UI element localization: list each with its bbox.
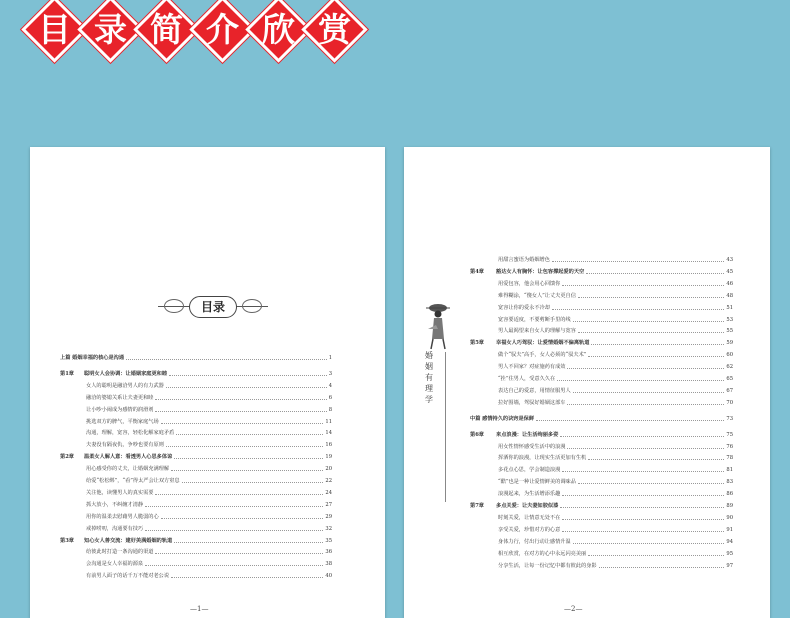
banner-tile	[252, 3, 305, 56]
page-ref: 91	[726, 526, 733, 533]
page-ref: 67	[726, 387, 733, 394]
leader-dots	[562, 519, 724, 520]
leader-dots	[169, 375, 327, 376]
leader-dots	[573, 543, 724, 544]
entry-title: 时刻关爱，让情意无处不在	[498, 514, 561, 521]
entry-title: 用心感受你的丈夫，让婚姻充满理解	[86, 466, 170, 473]
page-ref: 35	[325, 537, 332, 544]
toc-entry-row	[470, 386, 733, 397]
entry-title: 多花点心思，学会制造浪漫	[498, 467, 561, 474]
entry-title: 用爱包容，他会用心回馈你	[498, 280, 561, 287]
entry-title: 身体力行，付出行动让感情升温	[498, 538, 571, 545]
page-ref: 14	[325, 430, 332, 437]
toc-entry-row	[470, 465, 733, 476]
chapter-number: 第2章	[60, 454, 74, 461]
toc-entry-row	[60, 524, 332, 535]
leader-dots	[145, 565, 323, 566]
toc-chapter-row	[60, 452, 332, 463]
toc-entry-row	[470, 453, 733, 464]
leader-dots	[562, 495, 724, 496]
toc-page-2	[404, 147, 770, 618]
entry-title: 中篇 感情持久的诀窍是保鲜	[470, 415, 535, 422]
leader-dots	[155, 553, 323, 554]
page-ref: 43	[726, 257, 733, 263]
entry-title: “酷”也是一种让爱情鲜美的调味品	[498, 479, 576, 486]
toc-entry-row	[470, 513, 733, 524]
toc-chapter-row	[470, 267, 733, 278]
leader-dots	[161, 423, 323, 424]
toc-entry-row	[60, 547, 332, 558]
banner-char: 赏	[318, 10, 351, 49]
leader-dots	[166, 387, 327, 388]
toc-entry-row	[470, 326, 733, 337]
page-ref: 53	[726, 316, 733, 323]
entry-title: 挑选双方的脾气，平衡家庭气场	[86, 418, 159, 425]
leader-dots	[174, 458, 323, 459]
banner-char: 简	[150, 10, 183, 49]
vertical-book-title: 婚姻有理学	[425, 351, 433, 404]
banner-char: 录	[94, 10, 127, 49]
leader-dots	[562, 531, 724, 532]
leader-dots	[567, 404, 724, 405]
page-number: —1—	[190, 605, 209, 613]
page-ref: 62	[726, 364, 733, 371]
toc-title: 目录	[200, 300, 225, 314]
page-ref: 3	[328, 370, 332, 377]
page-ref: 40	[325, 573, 332, 580]
banner-char: 欣	[262, 10, 295, 49]
page-ref: 19	[325, 454, 332, 461]
leader-dots	[161, 518, 323, 519]
page-ref: 89	[726, 503, 733, 509]
chapter-number: 第6章	[470, 431, 484, 438]
entry-title: 戒掉唠叨，沟通要有技巧	[86, 525, 144, 532]
page-ref: 45	[726, 268, 733, 275]
toc-entry-row	[470, 561, 733, 572]
page-ref: 78	[726, 455, 733, 462]
toc-entry-row	[60, 512, 332, 523]
page-ref: 6	[328, 394, 332, 401]
leader-dots	[562, 285, 724, 286]
page-ref: 94	[726, 538, 733, 545]
page-ref: 95	[726, 550, 733, 557]
toc-entry-row	[60, 428, 332, 439]
page-ref: 27	[325, 501, 332, 508]
leader-dots	[560, 507, 724, 508]
leader-dots	[557, 380, 724, 381]
entry-title: 相互欣赏，在对方的心中永远闪亮美丽	[498, 550, 587, 557]
toc-entry-row	[470, 315, 733, 326]
leader-dots	[578, 483, 724, 484]
banner-tile	[84, 3, 137, 56]
toc-entry-row	[470, 398, 733, 409]
leader-dots	[155, 399, 327, 400]
leader-dots	[573, 392, 724, 393]
page-ref: 8	[328, 406, 332, 413]
toc-chapter-row	[470, 501, 733, 512]
page-ref: 75	[726, 431, 733, 438]
toc-entry-row	[60, 417, 332, 428]
entry-title: “拴”住男人，受意久久在	[498, 376, 556, 382]
entry-title: 宽容要适度，不要剪断手里的线	[498, 316, 571, 323]
leader-dots	[126, 359, 327, 360]
entry-title: 温柔女人解人意：看透男人心思多体谅	[84, 454, 173, 461]
banner-tile	[308, 3, 361, 56]
entry-title: 沟通，理解，宽容，轻松化解家庭矛盾	[86, 430, 175, 437]
ornament-right	[242, 299, 262, 313]
page-ref: 65	[726, 376, 733, 382]
leader-dots	[171, 577, 323, 578]
page-ref: 11	[325, 418, 332, 425]
page-ref: 81	[726, 467, 733, 474]
leader-dots	[588, 555, 724, 556]
toc-entry-row	[470, 255, 733, 266]
leader-dots	[145, 530, 323, 531]
toc-entry-row	[60, 488, 332, 499]
entry-title: 用你的温柔去慰藉男人脆弱的心	[86, 513, 159, 520]
entry-title: 给爱“松松绑”，“看”得太严会让双方窒息	[86, 478, 180, 484]
toc-entry-row	[60, 559, 332, 570]
leader-dots	[174, 542, 323, 543]
toc-entry-row	[470, 279, 733, 290]
toc-part-row	[60, 353, 332, 364]
entry-title: 聪明女人会协调：让婚姻家庭更和睦	[84, 370, 168, 377]
page-ref: 76	[726, 443, 733, 450]
toc-entry-row	[470, 525, 733, 536]
chapter-number: 第4章	[470, 268, 484, 275]
page-ref: 55	[726, 328, 733, 335]
toc-entry-row	[60, 571, 332, 582]
toc-entry-row	[470, 374, 733, 385]
entry-title: 给彼此时打造一条沟通的渠道	[86, 549, 154, 556]
leader-dots	[578, 297, 724, 298]
entry-title: 用甜言蜜语为婚姻增色	[498, 257, 550, 263]
leader-dots	[182, 482, 323, 483]
banner-tile	[28, 3, 81, 56]
entry-title: 用女性情怀感受生活中的浪漫	[498, 443, 566, 450]
leader-dots	[166, 446, 323, 447]
entry-title: 男人不回家？对症施药有成效	[498, 364, 566, 371]
page-ref: 86	[726, 491, 733, 498]
entry-title: 让小吵小闹成为感情的润滑剂	[86, 406, 154, 413]
toc-entry-row	[470, 350, 733, 361]
leader-dots	[145, 506, 323, 507]
entry-title: 豁达女人有胸怀：让包容撑起爱的天空	[496, 268, 585, 275]
leader-dots	[567, 448, 724, 449]
page-number: —2—	[564, 605, 583, 613]
toc-entry-row	[60, 381, 332, 392]
page-ref: 59	[726, 340, 733, 347]
entry-title: 分享生活，让每一份记忆中都有彼此的身影	[498, 562, 597, 569]
toc-chapter-row	[60, 369, 332, 380]
entry-title: 拉好围墙，驾驭好婚姻这部车	[498, 399, 566, 406]
toc-entry-row	[470, 303, 733, 314]
entry-title: 知心女人善交流：建好美满婚姻的轨道	[84, 537, 173, 544]
toc-chapter-row	[60, 536, 332, 547]
toc-chapter-row	[470, 430, 733, 441]
entry-title: 女人的聪明是融洽男人的有力武器	[86, 382, 164, 389]
leader-dots	[599, 567, 724, 568]
page-ref: 1	[328, 355, 332, 361]
toc-page-1	[30, 147, 385, 618]
page-ref: 48	[726, 292, 733, 299]
reading-woman-illustration-icon	[416, 299, 452, 351]
entry-title: 享受关爱，珍惜对方的心意	[498, 526, 561, 533]
page-ref: 60	[726, 352, 733, 359]
toc-entry-row	[60, 405, 332, 416]
toc-entry-row	[470, 362, 733, 373]
vertical-rule	[445, 352, 446, 502]
toc-entry-row	[470, 442, 733, 453]
page-ref: 22	[325, 478, 332, 484]
page-ref: 24	[325, 489, 332, 496]
banner-char: 目	[38, 10, 71, 49]
entry-title: 浪漫起来，为生活增添乐趣	[498, 491, 561, 498]
toc-part-row	[470, 414, 733, 425]
toc-entry-row	[60, 393, 332, 404]
leader-dots	[588, 356, 724, 357]
leader-dots	[176, 434, 323, 435]
toc-entry-row	[60, 500, 332, 511]
entry-title: 抓大放小，不纠缠才清静	[86, 501, 144, 508]
leader-dots	[591, 344, 724, 345]
entry-title: 有前男人面子的话千万不能对老公说	[86, 573, 170, 580]
toc-entry-row	[470, 537, 733, 548]
leader-dots	[573, 321, 724, 322]
page-ref: 36	[325, 549, 332, 556]
toc-entry-row	[470, 489, 733, 500]
chapter-number: 第3章	[60, 537, 74, 544]
page-ref: 29	[325, 513, 332, 520]
banner-title	[28, 3, 364, 56]
toc-chapter-row	[470, 338, 733, 349]
toc-entry-row	[60, 476, 332, 487]
entry-title: 融洽的婆媳关系让夫妻更和睦	[86, 394, 154, 401]
page-ref: 70	[726, 399, 733, 406]
page-ref: 38	[325, 561, 332, 568]
leader-dots	[552, 309, 724, 310]
leader-dots	[560, 436, 724, 437]
ornament-left	[164, 299, 184, 313]
page-ref: 16	[325, 442, 332, 449]
toc-entry-row	[60, 464, 332, 475]
toc-entry-row	[470, 549, 733, 560]
leader-dots	[155, 411, 327, 412]
leader-dots	[171, 470, 323, 471]
entry-title: 做个“驭夫”高手，女人必须的“驭夫术”	[498, 352, 587, 359]
chapter-number: 第5章	[470, 340, 484, 347]
leader-dots	[562, 471, 724, 472]
entry-title: 表达自己的爱意，用情征服男人	[498, 387, 571, 394]
page-ref: 4	[328, 382, 332, 389]
banner-char: 介	[206, 10, 239, 49]
entry-title: 关注他，读懂男人的真实需要	[86, 489, 154, 496]
toc-heading	[158, 293, 268, 321]
entry-title: 挥洒你的浪漫，让现实生活更加有生机	[498, 455, 587, 462]
page-ref: 46	[726, 280, 733, 287]
page-ref: 20	[325, 466, 332, 473]
leader-dots	[586, 273, 724, 274]
page-ref: 51	[726, 304, 733, 311]
banner-tile	[196, 3, 249, 56]
entry-title: 会沟通是女人幸福的源泉	[86, 561, 144, 568]
toc-entry-row	[60, 440, 332, 451]
entry-title: 宽容让你的爱永不冷却	[498, 304, 550, 311]
entry-title: 夫妻没有隔夜仇，争吵也要有原则	[86, 442, 164, 449]
page-ref: 73	[726, 415, 733, 422]
leader-dots	[155, 494, 323, 495]
entry-title: 男人最渴望来自女人的理解与宽容	[498, 328, 576, 335]
entry-title: 来点浪漫：让生活绚丽多姿	[496, 431, 559, 438]
banner-tile	[140, 3, 193, 56]
leader-dots	[588, 459, 724, 460]
leader-dots	[552, 261, 724, 262]
page-ref: 32	[325, 525, 332, 532]
leader-dots	[567, 368, 724, 369]
chapter-number: 第7章	[470, 503, 484, 509]
entry-title: 多点关爱：让夫妻如胶似漆	[496, 503, 559, 509]
leader-dots	[578, 332, 724, 333]
chapter-number: 第1章	[60, 370, 74, 377]
page-ref: 97	[726, 562, 733, 569]
leader-dots	[536, 420, 724, 421]
page-ref: 83	[726, 479, 733, 486]
entry-title: 幸福女人巧驾驭：让爱情婚姻不偏离轨道	[496, 340, 590, 347]
page-ref: 90	[726, 514, 733, 521]
entry-title: 难得糊涂，“傻女人”让丈夫更自信	[498, 292, 576, 299]
toc-entry-row	[470, 291, 733, 302]
toc-entry-row	[470, 477, 733, 488]
entry-title: 上篇 婚姻幸福的核心是沟通	[60, 355, 125, 361]
